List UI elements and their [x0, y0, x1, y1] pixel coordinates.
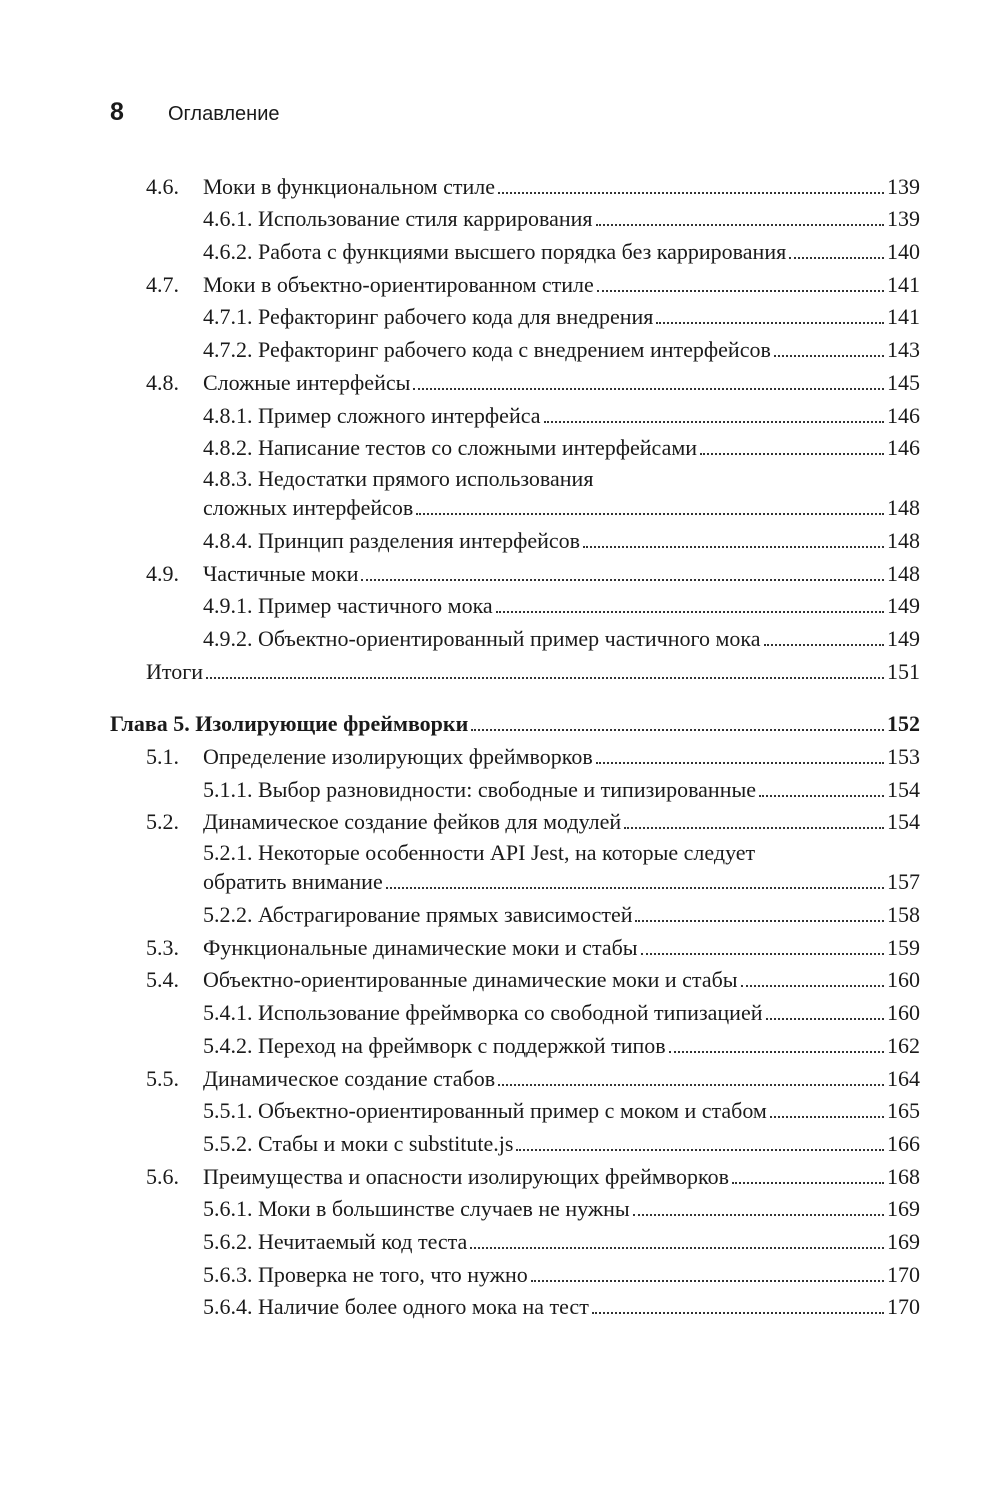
- section-number: 5.3.: [146, 934, 179, 960]
- entry-title-group: [203, 967, 738, 993]
- entry-title-group: [203, 1262, 528, 1288]
- toc-entry: [110, 933, 920, 966]
- entry-title: Объектно-ориентированный пример с моком и стабом: [258, 1098, 767, 1124]
- toc-line: [203, 1098, 920, 1124]
- entry-title: Рефакторинг рабочего кода с внедрением интерфейсов: [258, 337, 771, 363]
- entry-title-line1: [203, 466, 593, 492]
- entry-title-group: [203, 304, 653, 330]
- toc-line: [203, 593, 920, 619]
- entry-title-group: [203, 626, 761, 652]
- entry-title: Моки в большинстве случаев не нужны: [258, 1196, 630, 1222]
- subsection-number: 4.8.2.: [203, 435, 253, 461]
- toc-entry: [110, 966, 920, 999]
- subsection-number: 5.6.1.: [203, 1196, 253, 1222]
- toc-entry: [110, 657, 920, 690]
- entry-title: Сложные интерфейсы: [203, 369, 411, 395]
- toc-entry: [110, 1162, 920, 1195]
- page-header: [110, 98, 280, 127]
- entry-title: Некоторые особенности API Jest, на которые следует: [258, 840, 756, 866]
- table-of-contents: [110, 172, 920, 1325]
- entry-title: Моки в функциональном стиле: [203, 173, 495, 199]
- page-ref: 162: [887, 1032, 920, 1058]
- toc-line: [110, 711, 920, 737]
- subsection-number: 5.4.2.: [203, 1032, 253, 1058]
- entry-title-group: [203, 935, 638, 961]
- entry-title-group: [203, 272, 594, 298]
- entry-title: Динамическое создание фейков для модулей: [203, 809, 622, 835]
- subsection-number: 5.5.1.: [203, 1098, 253, 1124]
- toc-entry: [110, 775, 920, 808]
- page-ref: 143: [887, 337, 920, 363]
- dot-leader: [766, 1018, 885, 1020]
- entry-title: Функциональные динамические моки и стабы: [203, 934, 638, 960]
- page-ref: 169: [887, 1196, 920, 1222]
- toc-entry: [110, 1064, 920, 1097]
- subsection-number: 5.2.2.: [203, 902, 253, 928]
- page-ref: 169: [887, 1228, 920, 1254]
- toc-entry: [110, 559, 920, 592]
- toc-entry: [110, 840, 920, 900]
- entry-title-group: [203, 370, 410, 396]
- entry-title-group: [203, 206, 593, 232]
- page-ref: 141: [887, 271, 920, 297]
- toc-line: [203, 1294, 920, 1320]
- entry-title: Написание тестов со сложными интерфейсами: [258, 435, 698, 461]
- dot-leader: [596, 762, 884, 764]
- subsection-number: 5.6.2.: [203, 1228, 253, 1254]
- toc-entry: [110, 270, 920, 303]
- toc-line: [203, 935, 920, 961]
- page-ref: 154: [887, 809, 920, 835]
- toc-line: [203, 403, 920, 429]
- dot-leader: [741, 985, 884, 987]
- toc-entry: [110, 624, 920, 657]
- entry-title: Определение изолирующих фреймворков: [203, 744, 593, 769]
- toc-line: [203, 1033, 920, 1059]
- page-ref: 146: [887, 402, 920, 428]
- toc-line: [203, 206, 920, 232]
- page-ref: 145: [887, 369, 920, 395]
- toc-chapter: [110, 710, 920, 743]
- page-ref: 148: [887, 495, 920, 521]
- toc-entry: [110, 434, 920, 467]
- entry-title: Пример сложного интерфейса: [258, 402, 541, 428]
- toc-entry: [110, 742, 920, 775]
- toc-line: [203, 304, 920, 330]
- entry-title-group: [146, 659, 203, 685]
- dot-leader: [386, 887, 884, 889]
- toc-line: [203, 744, 920, 770]
- toc-entry: [110, 368, 920, 401]
- page-ref: 154: [887, 776, 920, 802]
- page-ref: 140: [887, 239, 920, 265]
- toc-line: [203, 1000, 920, 1026]
- toc-line: [203, 1131, 920, 1157]
- subsection-number: 4.7.1.: [203, 304, 253, 330]
- toc-line: [203, 967, 920, 993]
- entry-title-line1: [203, 840, 755, 866]
- entry-title-group: [203, 777, 756, 803]
- toc-line: [203, 337, 920, 363]
- toc-entry: [110, 335, 920, 368]
- subsection-number: 5.4.1.: [203, 1000, 253, 1026]
- entry-title-group: [203, 809, 621, 835]
- toc-line: [146, 659, 920, 685]
- toc-entry: [110, 401, 920, 434]
- dot-leader: [789, 257, 884, 259]
- page-ref: 139: [887, 206, 920, 232]
- entry-title: Объектно-ориентированные динамические моки и стабы: [203, 967, 738, 993]
- entry-title-group: [203, 239, 786, 265]
- entry-title-group: [203, 902, 632, 928]
- dot-leader: [669, 1051, 884, 1053]
- dot-leader: [624, 827, 884, 829]
- toc-line: [203, 1066, 920, 1092]
- dot-leader: [361, 579, 884, 581]
- entry-title-group: [203, 337, 771, 363]
- entry-title-group: [203, 561, 358, 587]
- entry-title-group: [203, 593, 493, 619]
- dot-leader: [496, 611, 884, 613]
- dot-leader: [498, 192, 884, 194]
- toc-line: [203, 435, 920, 461]
- page-ref: 160: [887, 967, 920, 993]
- entry-title: Недостатки прямого использования: [258, 466, 594, 492]
- toc-line: [203, 1229, 920, 1255]
- dot-leader: [774, 355, 884, 357]
- toc-line: [203, 174, 920, 200]
- page-ref: 159: [887, 934, 920, 960]
- toc-entry: [110, 1260, 920, 1293]
- page-ref: 168: [887, 1163, 920, 1189]
- dot-leader: [656, 322, 884, 324]
- subsection-number: 4.6.2.: [203, 239, 253, 265]
- page-ref: 164: [887, 1065, 920, 1091]
- page-ref: 146: [887, 435, 920, 461]
- toc-entry: [110, 1195, 920, 1228]
- page-ref: 153: [887, 744, 920, 769]
- toc-line: [203, 1164, 920, 1190]
- entry-title: Стабы и моки с substitute.js: [258, 1130, 514, 1156]
- page-ref: 152: [887, 711, 920, 737]
- subsection-number: 4.8.3.: [203, 466, 253, 492]
- dot-leader: [592, 1312, 884, 1314]
- entry-title: Проверка не того, что нужно: [258, 1261, 528, 1287]
- entry-title: Принцип разделения интерфейсов: [258, 527, 581, 553]
- entry-title-group: [203, 1098, 767, 1124]
- page-ref: 170: [887, 1294, 920, 1320]
- section-number: 5.1.: [146, 744, 179, 769]
- entry-title-group: [203, 1066, 495, 1092]
- section-number: 4.7.: [146, 271, 179, 297]
- page-ref: 158: [887, 902, 920, 928]
- entry-title-group: [203, 403, 541, 429]
- dot-leader: [531, 1280, 884, 1282]
- dot-leader: [470, 1247, 884, 1249]
- entry-title-group: [203, 744, 593, 770]
- subsection-number: 5.1.1.: [203, 776, 253, 802]
- page-ref: 149: [887, 593, 920, 619]
- toc-entry: [110, 172, 920, 205]
- page-ref: 170: [887, 1261, 920, 1287]
- toc-line: [203, 777, 920, 803]
- dot-leader: [583, 546, 884, 548]
- entry-title: Объектно-ориентированный пример частичного мока: [258, 625, 761, 651]
- entry-title-group: [203, 1196, 630, 1222]
- page-ref: 160: [887, 1000, 920, 1026]
- page-ref: 166: [887, 1130, 920, 1156]
- entry-title-group: [203, 1164, 729, 1190]
- toc-line: [203, 528, 920, 554]
- entry-title-line2: сложных интерфейсов: [203, 495, 414, 521]
- entry-title: Итоги: [146, 658, 204, 684]
- section-number: 5.5.: [146, 1065, 179, 1091]
- entry-title-group: [203, 1000, 763, 1026]
- toc-line: [203, 869, 920, 895]
- toc-entry: [110, 1129, 920, 1162]
- toc-entry: [110, 1097, 920, 1130]
- entry-title: Моки в объектно-ориентированном стиле: [203, 271, 594, 297]
- section-number: 5.2.: [146, 809, 179, 835]
- entry-title-group: [110, 711, 468, 737]
- toc-entry: [110, 466, 920, 526]
- entry-title: Выбор разновидности: свободные и типизированные: [258, 776, 757, 802]
- toc-line: [203, 902, 920, 928]
- dot-leader: [700, 453, 884, 455]
- dot-leader: [516, 1149, 884, 1151]
- dot-leader: [596, 224, 884, 226]
- page-ref: 148: [887, 560, 920, 586]
- section-number: 5.6.: [146, 1163, 179, 1189]
- toc-entry: [110, 808, 920, 841]
- entry-title-group: [203, 1033, 666, 1059]
- entry-title: Рефакторинг рабочего кода для внедрения: [258, 304, 654, 330]
- dot-leader: [544, 421, 884, 423]
- entry-title: Работа с функциями высшего порядка без каррирования: [258, 239, 787, 265]
- subsection-number: 5.2.1.: [203, 840, 253, 866]
- entry-title: Абстрагирование прямых зависимостей: [258, 902, 633, 928]
- dot-leader: [770, 1116, 884, 1118]
- toc-line: [203, 272, 920, 298]
- page-ref: 148: [887, 527, 920, 553]
- toc-entry: [110, 205, 920, 238]
- entry-title: Использование стиля каррирования: [258, 206, 593, 232]
- subsection-number: 4.6.1.: [203, 206, 253, 232]
- page-ref: 165: [887, 1098, 920, 1124]
- page-number: 8: [110, 98, 124, 126]
- section-number: 4.9.: [146, 560, 179, 586]
- toc-line: [203, 239, 920, 265]
- entry-title-group: [203, 174, 495, 200]
- section-number: 5.4.: [146, 967, 179, 993]
- entry-title-group: [203, 435, 697, 461]
- entry-title: Частичные моки: [203, 560, 359, 586]
- page-ref: 151: [887, 658, 920, 684]
- toc-line: [203, 809, 920, 835]
- entry-title: Пример частичного мока: [258, 593, 493, 619]
- toc-line: [203, 626, 920, 652]
- toc-entry: [110, 303, 920, 336]
- entry-title-group: [203, 528, 580, 554]
- dot-leader: [413, 388, 884, 390]
- page-ref: 149: [887, 625, 920, 651]
- entry-title: Наличие более одного мока на тест: [258, 1294, 589, 1320]
- toc-entry: [110, 592, 920, 625]
- subsection-number: 5.5.2.: [203, 1130, 253, 1156]
- subsection-number: 5.6.3.: [203, 1261, 253, 1287]
- dot-leader: [732, 1182, 884, 1184]
- entry-title: Нечитаемый код теста: [258, 1228, 468, 1254]
- entry-title: Преимущества и опасности изолирующих фреймворков: [203, 1163, 729, 1189]
- entry-title-group: [203, 1294, 589, 1320]
- page-ref: 139: [887, 173, 920, 199]
- page-ref: 157: [887, 869, 920, 895]
- section-number: 4.8.: [146, 369, 179, 395]
- entry-title-group: [203, 1131, 513, 1157]
- entry-title: Переход на фреймворк с поддержкой типов: [258, 1032, 666, 1058]
- toc-line: [203, 370, 920, 396]
- subsection-number: 4.9.1.: [203, 593, 253, 619]
- toc-entry: [110, 1293, 920, 1326]
- entry-title-group: [203, 1229, 467, 1255]
- dot-leader: [498, 1084, 884, 1086]
- running-title: Оглавление: [168, 103, 280, 125]
- subsection-number: 4.8.4.: [203, 527, 253, 553]
- subsection-number: 4.7.2.: [203, 337, 253, 363]
- section-number: 4.6.: [146, 173, 179, 199]
- entry-title: Динамическое создание стабов: [203, 1065, 496, 1091]
- dot-leader: [635, 920, 884, 922]
- toc-entry: [110, 1227, 920, 1260]
- dot-leader: [759, 795, 884, 797]
- subsection-number: 4.9.2.: [203, 625, 253, 651]
- toc-line: [203, 1196, 920, 1222]
- toc-entry: [110, 998, 920, 1031]
- toc-entry: [110, 237, 920, 270]
- entry-title: Использование фреймворка со свободной типизацией: [258, 1000, 763, 1026]
- toc-line: [203, 561, 920, 587]
- dot-leader: [641, 953, 884, 955]
- dot-leader: [597, 290, 884, 292]
- chapter-gap: [110, 690, 920, 710]
- dot-leader: [633, 1214, 884, 1216]
- entry-title-line2: обратить внимание: [203, 869, 383, 895]
- entry-title: Глава 5. Изолирующие фреймворки: [110, 711, 469, 737]
- dot-leader: [416, 513, 884, 515]
- toc-entry: [110, 1031, 920, 1064]
- dot-leader: [764, 644, 884, 646]
- toc-entry: [110, 900, 920, 933]
- dot-leader: [206, 677, 884, 679]
- page-ref: 141: [887, 304, 920, 330]
- toc-line: [203, 495, 920, 521]
- toc-line: [203, 1262, 920, 1288]
- dot-leader: [471, 729, 884, 731]
- subsection-number: 4.8.1.: [203, 402, 253, 428]
- subsection-number: 5.6.4.: [203, 1294, 253, 1320]
- toc-entry: [110, 526, 920, 559]
